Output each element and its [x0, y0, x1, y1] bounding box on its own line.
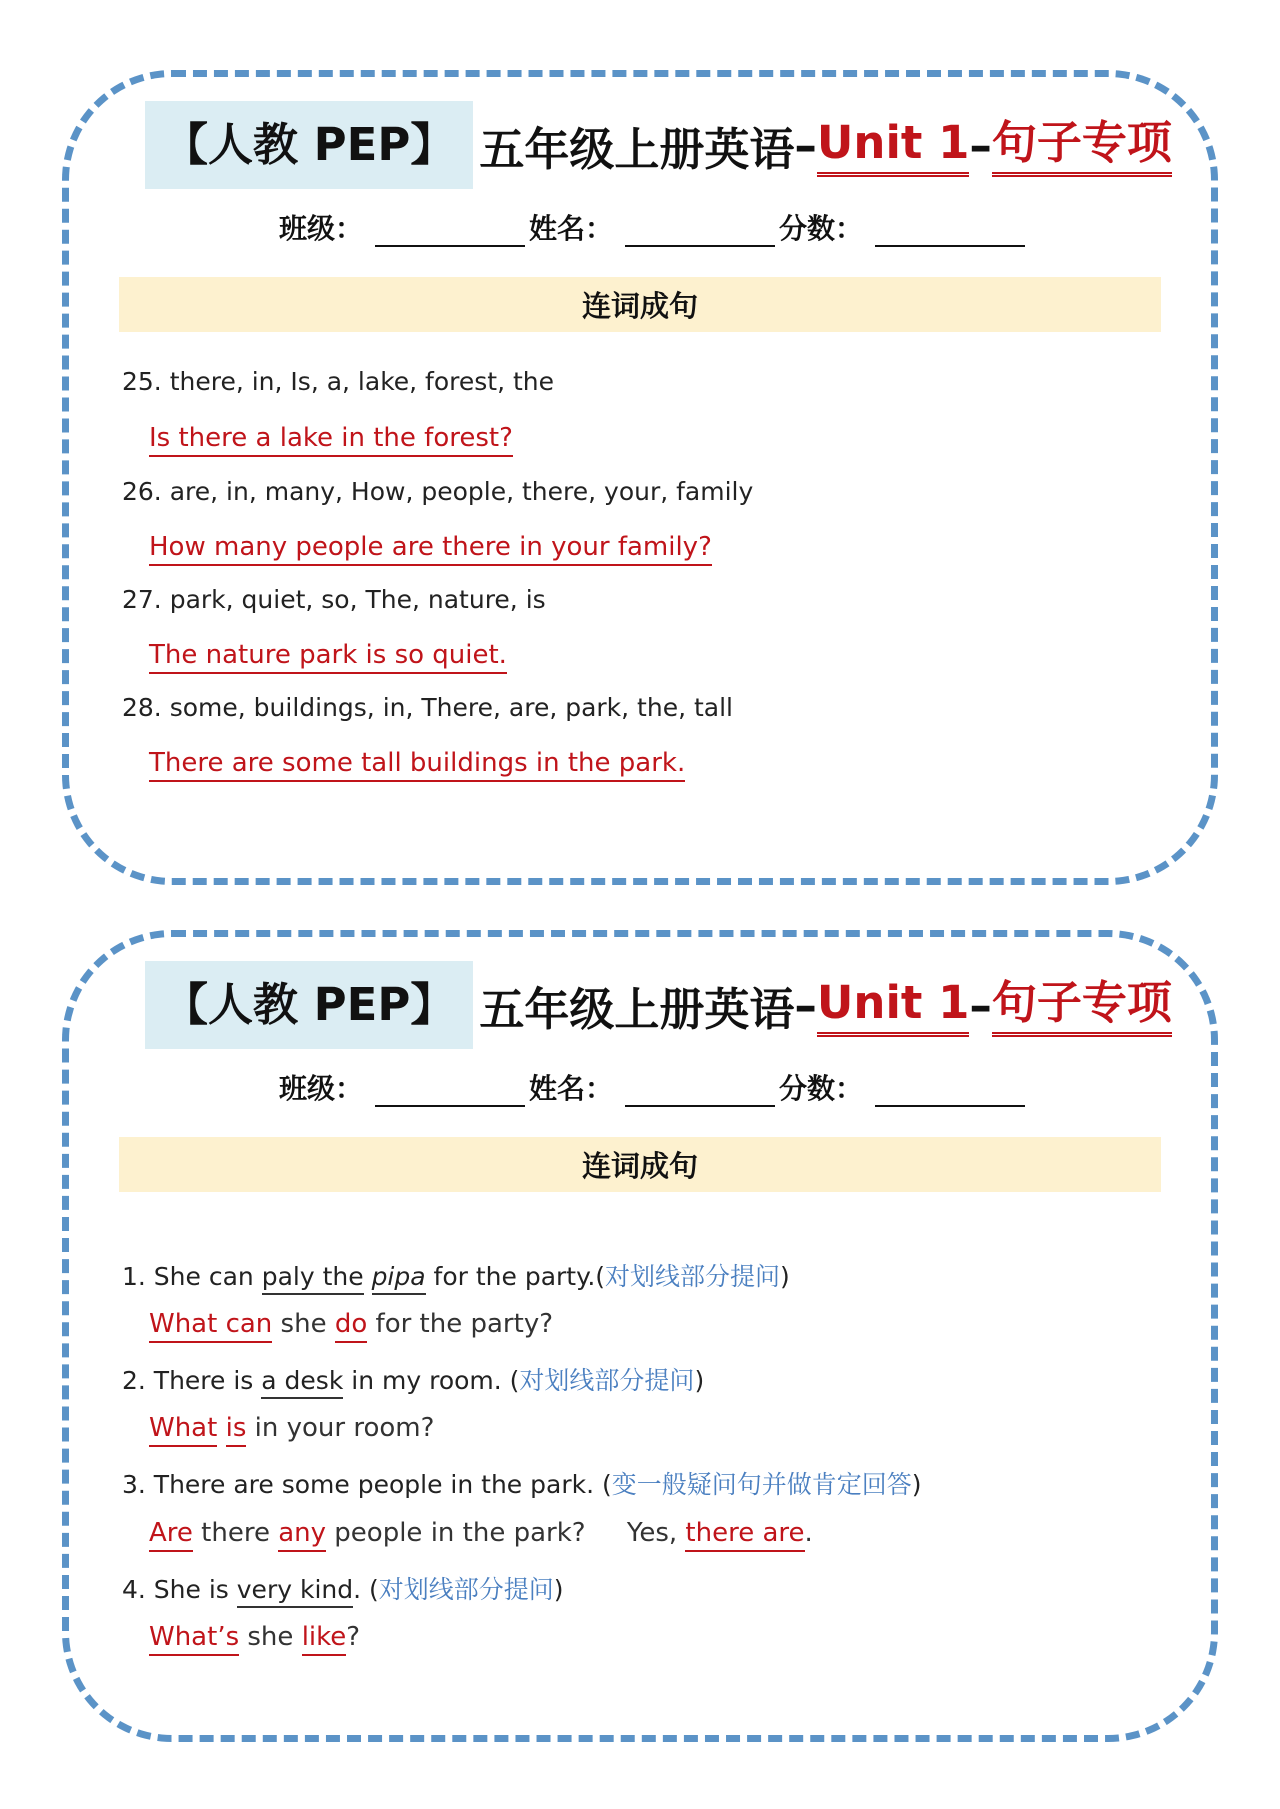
question-item: 26. are, in, many, How, people, there, your, family — [122, 477, 754, 506]
answer-item: How many people are there in your family? — [149, 532, 712, 562]
info-fields — [279, 207, 1029, 247]
name-blank[interactable] — [625, 217, 775, 247]
title-main: 五年级上册英语 — [479, 122, 795, 176]
answer-item: What’s she like? — [149, 1622, 360, 1652]
name-label: 姓名： — [529, 212, 614, 245]
question-item: 28. some, buildings, in, There, are, park, the, tall — [122, 693, 733, 722]
section-banner: 连词成句 — [119, 277, 1161, 332]
question-item: 25. there, in, Is, a, lake, forest, the — [122, 367, 555, 396]
score-blank[interactable] — [875, 1077, 1025, 1107]
question-item: 3. There are some people in the park. (变一般疑问句并做肯定回答) — [122, 1470, 922, 1499]
section-banner: 连词成句 — [119, 1137, 1161, 1192]
question-item: 27. park, quiet, so, The, nature, is — [122, 585, 546, 614]
answer-item: There are some tall buildings in the park. — [149, 748, 685, 778]
class-blank[interactable] — [375, 217, 525, 247]
title-badge: 【人教 PEP】 — [145, 961, 473, 1049]
title-dash: – — [794, 118, 817, 172]
worksheet-title — [145, 101, 1172, 189]
title-topic: 句子专项 — [992, 114, 1172, 177]
info-fields — [279, 1067, 1029, 1107]
name-blank[interactable] — [625, 1077, 775, 1107]
title-unit: Unit 1 — [817, 114, 970, 177]
name-label: 姓名： — [529, 1072, 614, 1105]
score-label: 分数： — [779, 1072, 864, 1105]
title-topic: 句子专项 — [992, 974, 1172, 1037]
worksheet-title — [145, 961, 1172, 1049]
answer-item: Are there any people in the park? Yes, there are. — [149, 1518, 813, 1548]
score-label: 分数： — [779, 212, 864, 245]
question-item: 4. She is very kind. (对划线部分提问) — [122, 1570, 564, 1606]
answer-item: What is in your room? — [149, 1413, 434, 1443]
title-badge: 【人教 PEP】 — [145, 101, 473, 189]
score-blank[interactable] — [875, 217, 1025, 247]
question-item: 1. She can paly the pipa for the party.(对划线部分提问) — [122, 1257, 790, 1293]
answer-item: What can she do for the party? — [149, 1309, 553, 1339]
title-dash: – — [794, 978, 817, 1032]
class-label: 班级： — [279, 212, 364, 245]
worksheet-card-2 — [62, 930, 1218, 1742]
answer-item: Is there a lake in the forest? — [149, 423, 513, 453]
answer-item: The nature park is so quiet. — [149, 640, 507, 670]
title-dash: – — [969, 978, 992, 1032]
title-unit: Unit 1 — [817, 974, 970, 1037]
question-item: 2. There is a desk in my room. (对划线部分提问) — [122, 1361, 704, 1397]
title-main: 五年级上册英语 — [479, 982, 795, 1036]
class-label: 班级： — [279, 1072, 364, 1105]
worksheet-card-1 — [62, 70, 1218, 885]
class-blank[interactable] — [375, 1077, 525, 1107]
title-dash: – — [969, 118, 992, 172]
